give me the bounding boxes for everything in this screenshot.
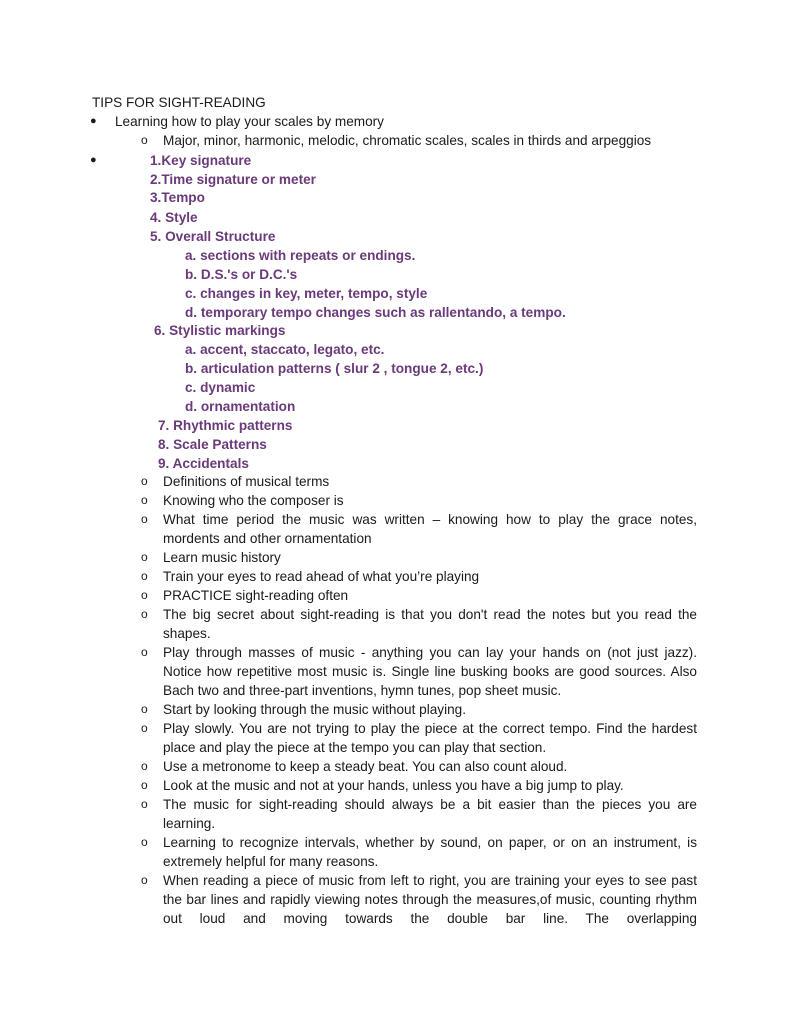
- numbered-item: 3.Tempo: [150, 190, 205, 205]
- sub-item: a. sections with repeats or endings.: [185, 248, 416, 263]
- list-item: Learning how to play your scales by memory: [115, 114, 384, 129]
- list-item: Look at the music and not at your hands, unless you have a big jump to play.: [163, 778, 624, 793]
- sub-item: b. D.S.'s or D.C.'s: [185, 267, 298, 282]
- list-item: Train your eyes to read ahead of what you’re playing: [163, 569, 480, 584]
- list-item: Play slowly. You are not trying to play the piece at the correct tempo. Find the hardest place and play the piece at the tempo you can play that section.: [163, 721, 697, 755]
- list-item: When reading a piece of music from left to right, you are training your eyes to see past the bar lines and rapidly viewing notes through the measures,of music, counting rhythm out loud and moving towards the double bar line. The overlapping: [163, 873, 697, 926]
- circle-bullet-icon: o: [141, 550, 148, 564]
- sub-item: b. articulation patterns ( slur 2 , tongue 2, etc.): [185, 361, 484, 376]
- circle-bullet-icon: o: [141, 721, 148, 735]
- circle-bullet-icon: o: [141, 873, 148, 887]
- circle-bullet-icon: o: [141, 607, 148, 621]
- numbered-item: 8. Scale Patterns: [158, 437, 267, 452]
- circle-bullet-icon: o: [141, 569, 148, 583]
- circle-bullet-icon: o: [141, 835, 148, 849]
- list-item: Use a metronome to keep a steady beat. You can also count aloud.: [163, 759, 568, 774]
- numbered-item: 2.Time signature or meter: [150, 172, 316, 187]
- list-item: The big secret about sight-reading is that you don't read the notes but you read the shapes.: [163, 607, 697, 641]
- numbered-item: 1.Key signature: [150, 153, 252, 168]
- numbered-item: 4. Style: [150, 210, 198, 225]
- circle-bullet-icon: o: [141, 133, 148, 147]
- circle-bullet-icon: o: [141, 702, 148, 716]
- bullet-icon: ●: [90, 154, 97, 166]
- circle-bullet-icon: o: [141, 512, 148, 526]
- list-item: Play through masses of music - anything you can lay your hands on (not just jazz). Notice how repetitive most music is. Single line busking books are good sources. Also Bach two and three-part inventions, hymn tunes, pop sheet music.: [163, 645, 697, 698]
- list-item: Learning to recognize intervals, whether by sound, on paper, or on an instrument, is extremely helpful for many reasons.: [163, 835, 697, 869]
- numbered-item: 5. Overall Structure: [150, 229, 276, 244]
- circle-bullet-icon: o: [141, 797, 148, 811]
- sub-item: d. temporary tempo changes such as rallentando, a tempo.: [185, 305, 566, 320]
- numbered-item: 6. Stylistic markings: [154, 323, 286, 338]
- sub-item: a. accent, staccato, legato, etc.: [185, 342, 385, 357]
- numbered-item: 9. Accidentals: [158, 456, 249, 471]
- sub-item: d. ornamentation: [185, 399, 296, 414]
- list-item: Major, minor, harmonic, melodic, chromatic scales, scales in thirds and arpeggios: [163, 133, 652, 148]
- sub-item: c. changes in key, meter, tempo, style: [185, 286, 428, 301]
- document-title: TIPS FOR SIGHT-READING: [92, 95, 266, 110]
- circle-bullet-icon: o: [141, 493, 148, 507]
- circle-bullet-icon: o: [141, 645, 148, 659]
- sub-item: c. dynamic: [185, 380, 256, 395]
- list-item: Knowing who the composer is: [163, 493, 344, 508]
- list-item: Start by looking through the music without playing.: [163, 702, 467, 717]
- bullet-icon: ●: [90, 115, 97, 127]
- circle-bullet-icon: o: [141, 778, 148, 792]
- list-item: Learn music history: [163, 550, 281, 565]
- list-item: The music for sight-reading should always be a bit easier than the pieces you are learning.: [163, 797, 697, 831]
- list-item: PRACTICE sight-reading often: [163, 588, 349, 603]
- list-item: What time period the music was written – knowing how to play the grace notes, mordents and other ornamentation: [163, 512, 697, 546]
- list-item: Definitions of musical terms: [163, 474, 330, 489]
- numbered-item: 7. Rhythmic patterns: [158, 418, 293, 433]
- circle-bullet-icon: o: [141, 474, 148, 488]
- circle-bullet-icon: o: [141, 588, 148, 602]
- circle-bullet-icon: o: [141, 759, 148, 773]
